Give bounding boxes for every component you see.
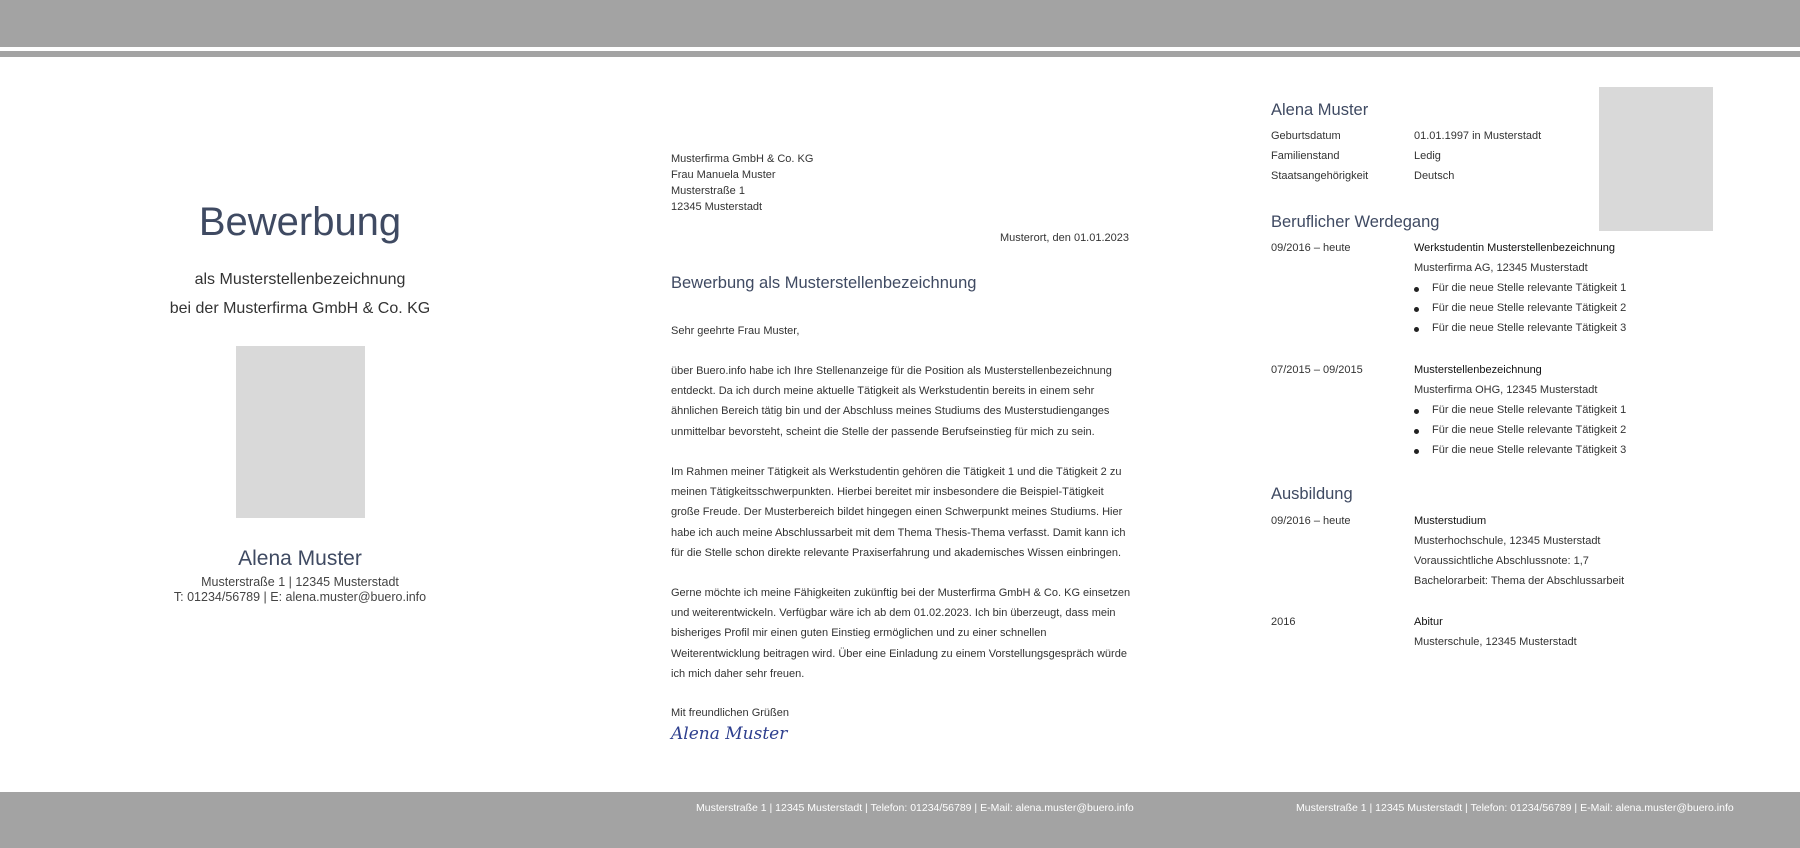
bottom-banner (0, 792, 1800, 848)
recipient-line: Musterfirma GmbH & Co. KG (671, 153, 814, 165)
career-title: Werkstudentin Musterstellenbezeichnung (1414, 242, 1615, 254)
letter-footer: Musterstraße 1 | 12345 Musterstadt | Telefon: 01234/56789 | E-Mail: alena.muster@buero.info (696, 802, 1134, 814)
letter-paragraph: über Buero.info habe ich Ihre Stellenanzeige für die Position als Musterstellenbezeichnung entdeckt. Da ich durch meine aktuelle Tätigkeit als Werkstudentin bereits in einem sehr ähnlichen Bereich tätig bin und der Abschluss meines Studiums des Musterstudienganges unmittelbar bevorsteht, scheint die Stelle der passende Berufseinstieg für mich zu sein. (671, 365, 1112, 438)
bullet-icon (1414, 429, 1419, 434)
cover-name: Alena Muster (238, 547, 362, 570)
recipient-line: Musterstraße 1 (671, 185, 745, 197)
letter-closing: Mit freundlichen Grüßen (671, 707, 789, 719)
recipient-line: Frau Manuela Muster (671, 169, 776, 181)
letter-date: Musterort, den 01.01.2023 (999, 232, 1129, 244)
career-title: Musterstellenbezeichnung (1414, 364, 1542, 376)
education-heading: Ausbildung (1271, 485, 1353, 503)
career-period: 07/2015 – 09/2015 (1271, 364, 1363, 376)
education-period: 2016 (1271, 616, 1296, 628)
personal-label: Familienstand (1271, 150, 1340, 162)
cover-contact: T: 01234/56789 | E: alena.muster@buero.info (173, 590, 427, 604)
bullet-icon (1414, 327, 1419, 332)
personal-label: Geburtsdatum (1271, 130, 1341, 142)
cv-photo-placeholder (1599, 87, 1713, 231)
bullet-icon (1414, 409, 1419, 414)
career-company: Musterfirma AG, 12345 Musterstadt (1414, 262, 1588, 274)
cv-footer: Musterstraße 1 | 12345 Musterstadt | Telefon: 01234/56789 | E-Mail: alena.muster@buero.info (1296, 802, 1734, 814)
career-heading: Beruflicher Werdegang (1271, 213, 1440, 231)
personal-value: Ledig (1414, 150, 1441, 162)
top-stripe (0, 51, 1800, 57)
top-banner (0, 0, 1800, 47)
cover-photo-placeholder (236, 346, 365, 518)
cv-name: Alena Muster (1271, 101, 1369, 119)
education-title: Abitur (1414, 616, 1443, 628)
personal-value: Deutsch (1414, 170, 1455, 182)
bullet-icon (1414, 449, 1419, 454)
personal-value: 01.01.1997 in Musterstadt (1414, 130, 1542, 142)
education-detail: Musterschule, 12345 Musterstadt (1414, 636, 1577, 648)
letter-paragraph: Gerne möchte ich meine Fähigkeiten zukünftig bei der Musterfirma GmbH & Co. KG einsetzen und weiterentwickeln. Verfügbar wäre ich ab dem 01.02.2023. Ich bin überzeugt, dass mein bisheriges Profil mir einen guten Einstieg ermöglichen und zu einer schnellen Weiterentwicklung beitragen wird. Über eine Einladung zu einem Vorstellungsgespräch würde ich mich daher sehr freuen. (671, 587, 1131, 680)
cover-subtitle-line2: bei der Musterfirma GmbH & Co. KG (169, 300, 431, 317)
education-detail: Bachelorarbeit: Thema der Abschlussarbeit (1414, 575, 1625, 587)
recipient-line: 12345 Musterstadt (671, 201, 763, 213)
cover-address: Musterstraße 1 | 12345 Musterstadt (201, 575, 399, 589)
bullet-icon (1414, 307, 1419, 312)
education-detail: Voraussichtliche Abschlussnote: 1,7 (1414, 555, 1589, 567)
bottom-divider (0, 791, 600, 792)
letter-paragraph: Im Rahmen meiner Tätigkeit als Werkstudentin gehören die Tätigkeit 1 und die Tätigkeit 2 zu meinen Tätigkeitsschwerpunkten. Hierbei bereitet mir insbesondere die Beispiel-Tätigkeit große Freude. Der Musterbereich bildet hingegen einen Schwerpunkt meines Studiums. Hier habe ich auch meine Abschlussarbeit mit dem Thema Thesis-Thema verfasst. Damit kann ich für die Stelle schon direkte relevante Praxiserfahrung und akademisches Wissen einbringen. (671, 466, 1126, 559)
education-period: 09/2016 – heute (1271, 515, 1351, 527)
career-company: Musterfirma OHG, 12345 Musterstadt (1414, 384, 1598, 396)
recipient-address (671, 151, 813, 215)
letter-salutation: Sehr geehrte Frau Muster, (671, 325, 800, 337)
signature: Alena Muster (671, 724, 788, 744)
cover-title: Bewerbung (198, 200, 402, 244)
education-detail: Musterhochschule, 12345 Musterstadt (1414, 535, 1601, 547)
personal-label: Staatsangehörigkeit (1271, 170, 1369, 182)
education-title: Musterstudium (1414, 515, 1487, 527)
letter-subject: Bewerbung als Musterstellenbezeichnung (671, 274, 977, 292)
bullet-icon (1414, 287, 1419, 292)
career-period: 09/2016 – heute (1271, 242, 1351, 254)
cover-subtitle-line1: als Musterstellenbezeichnung (194, 271, 406, 288)
